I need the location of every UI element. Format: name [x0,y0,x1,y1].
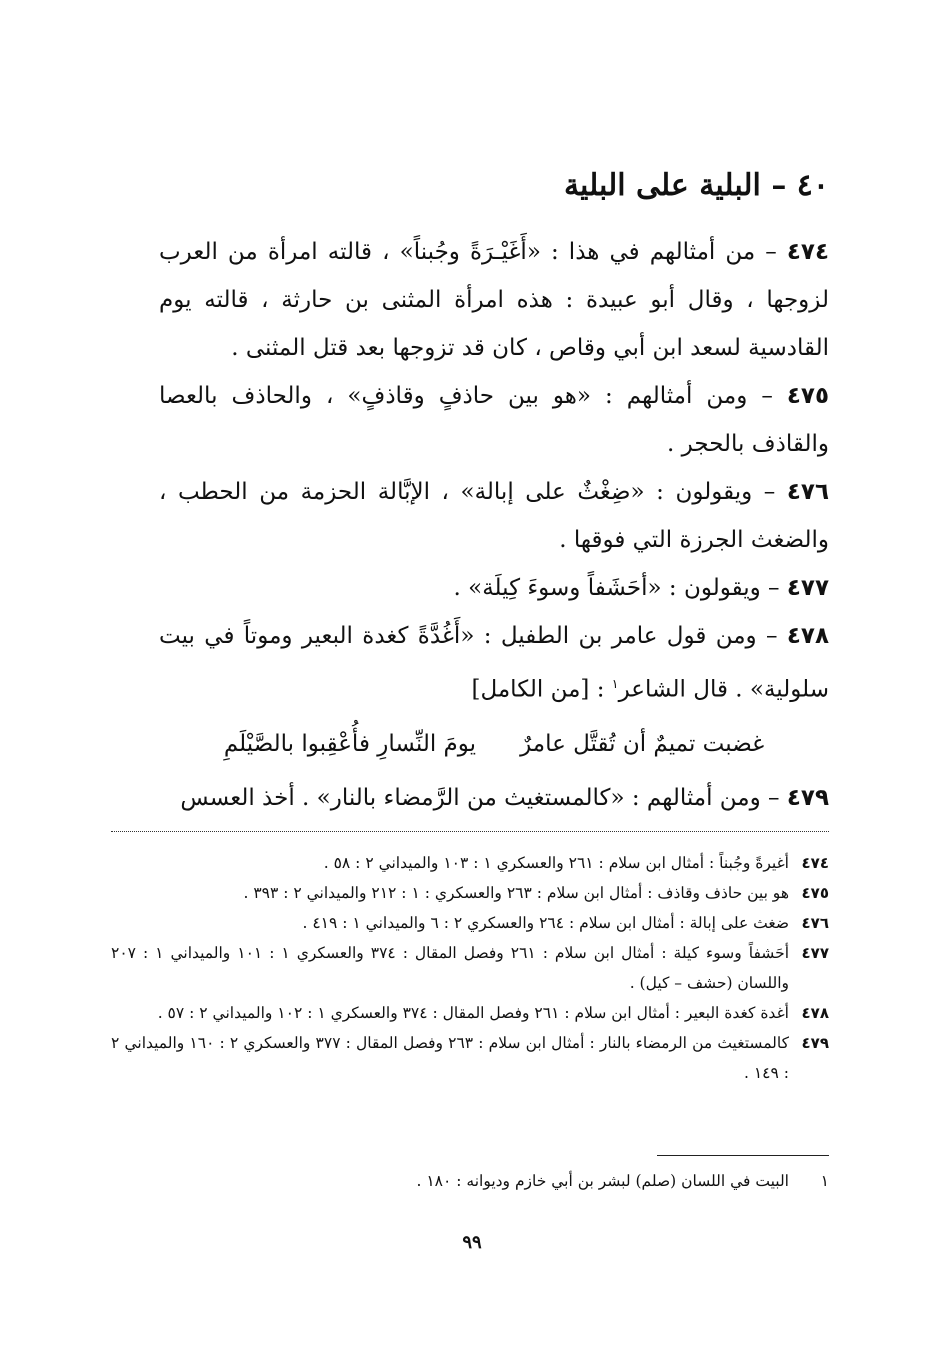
paragraph-number: ٤٧٩ [786,784,829,811]
paragraph-475 [159,372,829,468]
paragraph-number: ٤٧٦ [786,479,829,505]
paragraph-number: ٤٧٥ [786,383,829,409]
reference-number: ٤٧٨ [801,1004,829,1022]
footnote-marker: ١ [611,676,619,691]
paragraph-tail: : [من الكامل] [471,676,612,703]
page-number: ٩٩ [462,1232,482,1253]
references-divider [111,831,829,832]
section-heading: ٤٠ – البلية على البلية [563,168,829,203]
reference-item [111,938,829,998]
reference-item [111,908,829,938]
paragraph-text: – من أمثالهم في هذا : «أَغَيْـرَةً وجُبناً» ، قالته امرأة من العرب لزوجها ، وقال أبو عبيدة : هذه امرأة المثنى بن حارثة ، قالته يوم القادسية لسعد ابن أبي وقاص ، كان قد تزوجها بعد قتل المثنى . [159,239,829,361]
paragraph-text: – ومن أمثالهم : «كالمستغيث من الرَّمضاء بالنار» . أخذ العسس [180,784,780,811]
reference-item [111,878,829,908]
verse-second-hemistich: يومَ النِّسارِ فأُعْقِبوا بالصَّيْلَمِ [223,730,477,757]
footnote-text: البيت في اللسان (صلم) لبشر بن أبي خازم وديوانه : ١٨٠ . [416,1172,789,1190]
paragraph-479 [159,774,829,822]
reference-number: ٤٧٥ [801,884,829,902]
paragraph-text: – ومن أمثالهم : «هو بين حاذفٍ وقاذفٍ» ، والحاذف بالعصا والقاذف بالحجر . [159,383,829,457]
reference-text: أحَشفاً وسوء كيلة : أمثال ابن سلام : ٢٦١ وفصل المقال : ٣٧٤ والعسكري ١ : ١٠١ والميداني ١ : ٢٠٧ واللسان (حشف – كيل) . [111,944,790,992]
paragraph-476 [159,468,829,564]
reference-number: ٤٧٧ [801,944,829,962]
reference-text: أغدة كغدة البعير : أمثال ابن سلام : ٢٦١ وفصل المقال : ٣٧٤ والعسكري ١ : ١٠٢ والميداني ٢ : ٥٧ . [157,1004,789,1022]
reference-item [111,848,829,878]
references-list [111,848,829,1088]
footnote-divider [657,1155,829,1156]
paragraph-text: – ويقولون : «ضِغْثٌ على إبالة» ، الإبَّالة الحزمة من الحطب ، والضغث الجرزة التي فوقها . [159,479,829,553]
paragraph-text: – ويقولون : «أحَشَفاً وسوءَ كِيلَة» . [453,575,780,601]
reference-text: ضغث على إبالة : أمثال ابن سلام : ٢٦٤ والعسكري ٢ : ٦ والميداني ١ : ٤١٩ . [302,914,789,932]
reference-number: ٤٧٤ [801,854,829,872]
reference-number: ٤٧٦ [801,914,829,932]
paragraph-number: ٤٧٧ [786,575,829,601]
poetry-verse [159,714,829,774]
reference-item [111,998,829,1028]
reference-number: ٤٧٩ [801,1034,829,1052]
footnote [111,1166,829,1196]
reference-text: أغيرةً وجُبناً : أمثال ابن سلام : ٢٦١ والعسكري ١ : ١٠٣ والميداني ٢ : ٥٨ . [323,854,789,872]
reference-text: كالمستغيث من الرمضاء بالنار : أمثال ابن سلام : ٢٦٣ وفصل المقال : ٣٧٧ والعسكري ٢ : ١٦٠ والميداني ٢ : ١٤٩ . [111,1034,790,1082]
paragraph-number: ٤٧٨ [786,623,830,649]
paragraph-474 [159,228,829,372]
verse-first-hemistich: غضبت تميمٌ أن تُقتَّل عامرٌ [520,730,765,757]
paragraph-477 [159,564,829,612]
reference-item [111,1028,829,1088]
reference-text: هو بين حاذف وقاذف : أمثال ابن سلام : ٢٦٣ والعسكري : ١ : ٢١٢ والميداني ٢ : ٣٩٣ . [243,884,789,902]
paragraph-text: – ومن قول عامر بن الطفيل : «أَغُدَّةً كغدة البعير وموتاً في بيت سلولية» . قال الشاعر [159,623,829,703]
footnote-number: ١ [820,1172,829,1190]
paragraph-number: ٤٧٤ [786,239,830,265]
main-text [159,228,829,822]
paragraph-478 [159,612,829,714]
